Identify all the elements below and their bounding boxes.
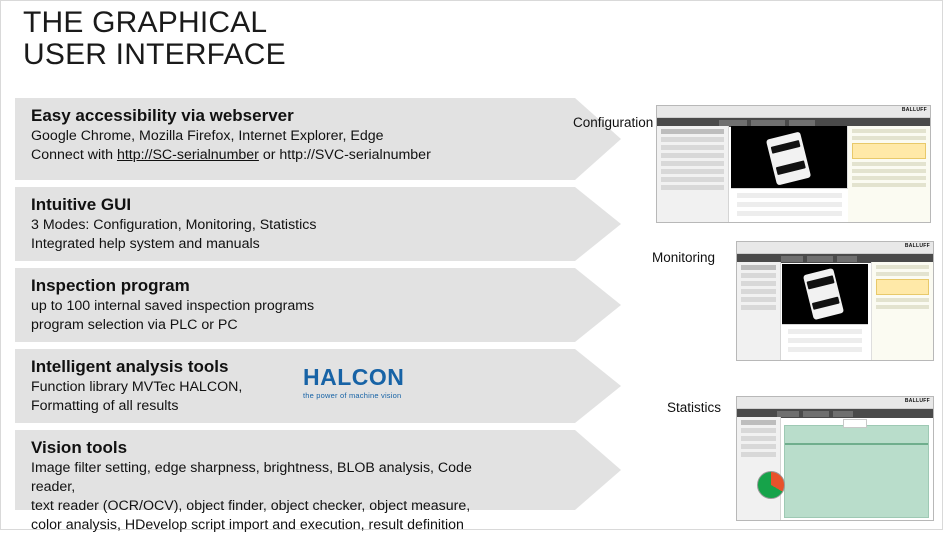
list-item[interactable]	[661, 185, 724, 190]
shot-body	[657, 126, 930, 222]
chart-trend-line	[785, 443, 928, 445]
result-row	[876, 298, 929, 302]
part-code-bottom	[775, 160, 805, 174]
screenshot-statistics[interactable]	[736, 396, 934, 521]
banner-arrow-icon	[575, 268, 621, 342]
list-item[interactable]	[661, 169, 724, 174]
inspected-part	[803, 268, 844, 320]
balluff-logo: BALLUFF	[904, 398, 930, 404]
result-row	[852, 129, 926, 133]
banner-line-with-link	[31, 146, 519, 165]
table-row	[788, 329, 862, 334]
part-code-bottom	[812, 297, 839, 310]
shot-left-pane[interactable]	[737, 417, 781, 520]
banner-heading: Intelligent analysis tools	[31, 357, 229, 376]
banner-inspection-program	[15, 268, 575, 342]
shot-left-pane[interactable]	[737, 262, 781, 360]
table-row	[737, 193, 842, 198]
banner-analysis-tools	[15, 349, 575, 423]
result-row	[852, 136, 926, 140]
banner-line: program selection via PLC or PC	[31, 317, 238, 333]
shot-titlebar	[737, 242, 933, 254]
result-row	[876, 272, 929, 276]
result-row	[876, 305, 929, 309]
halcon-logo	[303, 366, 403, 400]
banner-line: Integrated help system and manuals	[31, 236, 260, 252]
banner-arrow-icon	[575, 98, 621, 180]
pie-chart	[757, 471, 785, 499]
shot-body	[737, 262, 933, 360]
page-title-line2: USER INTERFACE	[23, 38, 286, 71]
list-item[interactable]	[741, 420, 776, 425]
screenshot-monitoring[interactable]	[736, 241, 934, 361]
list-item[interactable]	[741, 289, 776, 294]
banner-arrow-icon	[575, 187, 621, 261]
banner-line: Formatting of all results	[31, 398, 179, 414]
inspected-part	[765, 131, 810, 185]
banner-line: up to 100 internal saved inspection programs	[31, 298, 315, 314]
list-item[interactable]	[741, 297, 776, 302]
menu-item[interactable]	[719, 120, 747, 126]
shot-right-pane[interactable]	[847, 126, 930, 222]
shot-titlebar	[737, 397, 933, 409]
banner-line: color analysis, HDevelop script import and execution, result definition	[31, 517, 464, 533]
shot-body	[737, 417, 933, 520]
table-row	[737, 202, 842, 207]
list-item[interactable]	[661, 129, 724, 134]
banner-webserver	[15, 98, 575, 180]
banner-heading: Easy accessibility via webserver	[31, 106, 294, 125]
banner-line: Image filter setting, edge sharpness, brightness, BLOB analysis, Code reader,	[31, 460, 472, 495]
shot-right-pane[interactable]	[871, 262, 933, 360]
banner-line: Function library MVTec HALCON,	[31, 379, 243, 395]
result-row	[876, 265, 929, 269]
menu-item[interactable]	[781, 256, 803, 262]
result-row	[852, 176, 926, 180]
menu-item[interactable]	[837, 256, 857, 262]
banner-arrow-icon	[575, 430, 621, 510]
label-statistics: Statistics	[667, 400, 722, 415]
list-item[interactable]	[741, 273, 776, 278]
table-row	[788, 347, 862, 352]
banner-heading: Inspection program	[31, 276, 190, 295]
webserver-link[interactable]: http://SC-serialnumber	[116, 147, 259, 163]
menu-item[interactable]	[833, 411, 853, 417]
banner-line: 3 Modes: Configuration, Monitoring, Statistics	[31, 217, 317, 233]
list-item[interactable]	[741, 444, 776, 449]
result-highlight	[852, 143, 926, 159]
banner-line: text reader (OCR/OCV), object finder, object checker, object measure,	[31, 498, 471, 514]
page-title	[23, 7, 286, 71]
halcon-logo-word: HALCON	[303, 364, 405, 390]
image-viewport[interactable]	[782, 264, 868, 325]
shot-left-pane[interactable]	[657, 126, 729, 222]
list-item[interactable]	[741, 452, 776, 457]
banner-vision-tools	[15, 430, 575, 533]
table-row	[737, 211, 842, 216]
menu-item[interactable]	[751, 120, 785, 126]
list-item[interactable]	[741, 428, 776, 433]
result-row	[852, 162, 926, 166]
shot-results-table[interactable]	[731, 188, 848, 222]
part-code-top	[770, 139, 800, 153]
banner-line-prefix: Connect with	[31, 147, 117, 163]
list-item[interactable]	[661, 161, 724, 166]
banner-heading: Vision tools	[31, 438, 128, 457]
banner-intuitive-gui	[15, 187, 575, 261]
screenshot-configuration[interactable]	[656, 105, 931, 223]
list-item[interactable]	[661, 137, 724, 142]
list-item[interactable]	[741, 305, 776, 310]
label-monitoring: Monitoring	[652, 250, 716, 265]
banner-heading: Intuitive GUI	[31, 195, 132, 214]
list-item[interactable]	[661, 145, 724, 150]
shot-results-table[interactable]	[782, 324, 868, 360]
page-title-line1: THE GRAPHICAL	[23, 6, 268, 39]
menu-item[interactable]	[807, 256, 833, 262]
halcon-logo-tagline: the power of machine vision	[303, 391, 402, 400]
balluff-logo: BALLUFF	[901, 107, 927, 113]
list-item[interactable]	[661, 153, 724, 158]
menu-item[interactable]	[803, 411, 829, 417]
label-configuration: Configuration	[573, 115, 654, 130]
list-item[interactable]	[661, 177, 724, 182]
list-item[interactable]	[741, 281, 776, 286]
shot-titlebar	[657, 106, 930, 118]
menu-item[interactable]	[777, 411, 799, 417]
result-highlight	[876, 279, 929, 295]
list-item[interactable]	[741, 436, 776, 441]
banner-arrow-icon	[575, 349, 621, 423]
chart-legend-box	[843, 419, 867, 428]
banner-line-suffix: or http://SVC-serialnumber	[258, 147, 431, 163]
balluff-logo: BALLUFF	[904, 243, 930, 249]
result-row	[852, 183, 926, 187]
statistics-chart[interactable]	[784, 425, 929, 518]
list-item[interactable]	[741, 265, 776, 270]
image-viewport[interactable]	[731, 126, 848, 189]
result-row	[852, 169, 926, 173]
feature-banner-list	[15, 98, 575, 533]
table-row	[788, 338, 862, 343]
menu-item[interactable]	[789, 120, 815, 126]
part-code-top	[807, 276, 834, 289]
banner-line: Google Chrome, Mozilla Firefox, Internet Explorer, Edge	[31, 128, 384, 144]
